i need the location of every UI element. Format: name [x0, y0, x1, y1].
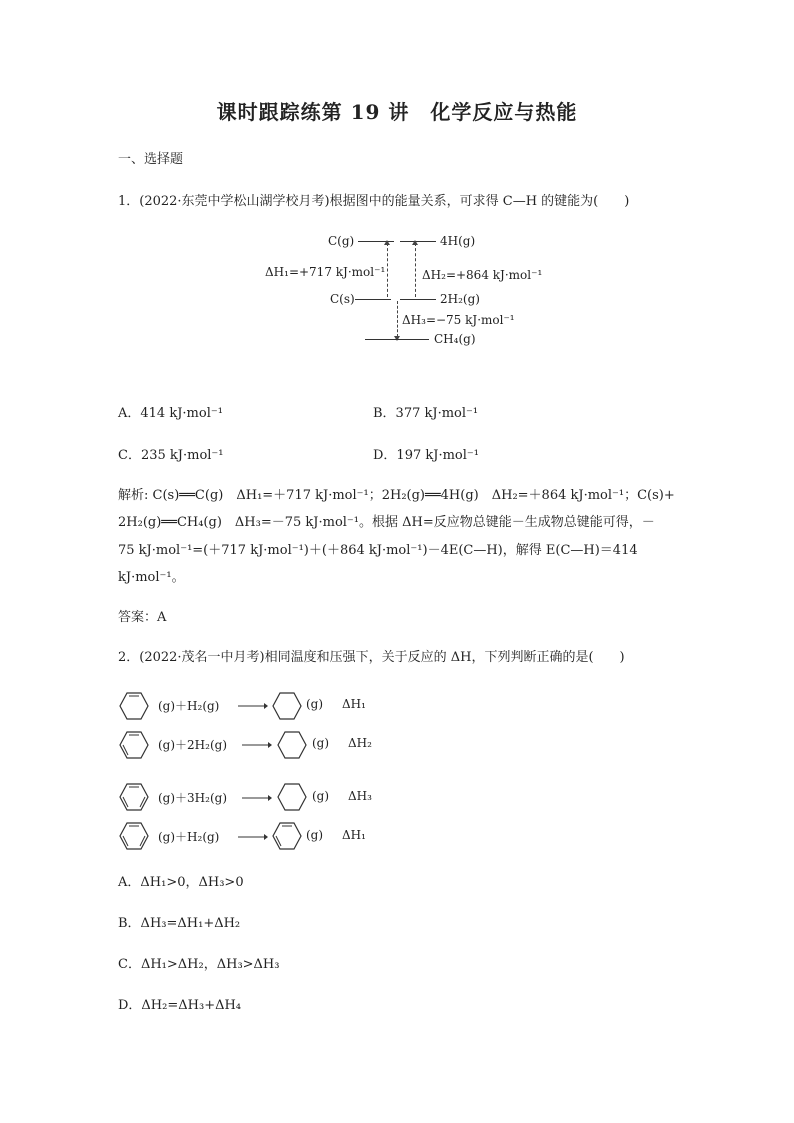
arrow-icon — [238, 701, 268, 711]
dh1-arrowhead — [384, 240, 390, 245]
dh1-arrow — [387, 243, 388, 297]
level-2h2g — [400, 299, 436, 300]
q1-answer: 答案：A — [118, 610, 167, 625]
cyclohexadiene-icon — [118, 730, 150, 760]
label-dh2: ΔH₂=+864 kJ·mol⁻¹ — [422, 268, 543, 282]
page-title: 课时跟踪练第 19 讲 化学反应与热能 — [216, 100, 578, 124]
q2-option-a: A．ΔH₁>0，ΔH₃>0 — [118, 875, 244, 890]
q1-option-c: C．235 kJ·mol⁻¹ — [118, 448, 224, 463]
label-dh1: ΔH₁=+717 kJ·mol⁻¹ — [265, 265, 386, 279]
level-cs — [355, 299, 391, 300]
level-ch4 — [365, 339, 429, 340]
q1-option-d: D．197 kJ·mol⁻¹ — [373, 448, 479, 463]
q1-analysis-line-4: kJ·mol⁻¹。 — [118, 570, 185, 585]
reaction-4-right: (g) — [306, 828, 324, 842]
energy-diagram — [250, 228, 550, 358]
cyclohexane-icon — [271, 691, 303, 721]
q2-stem: 2．(2022·茂名一中月考)相同温度和压强下，关于反应的 ΔH，下列判断正确的是( ) — [118, 650, 625, 665]
q2-option-c: C．ΔH₁>ΔH₂，ΔH₃>ΔH₃ — [118, 957, 280, 972]
label-cg: C(g) — [328, 234, 355, 248]
reaction-2-right: (g) — [312, 736, 330, 750]
label-2h2g: 2H₂(g) — [440, 292, 480, 306]
cyclohexene-icon — [118, 691, 150, 721]
benzene-icon — [118, 821, 150, 851]
label-4hg: 4H(g) — [440, 234, 476, 248]
reaction-2-left: (g)＋2H₂(g) — [158, 738, 228, 752]
dh3-arrow — [397, 301, 398, 337]
section-heading: 一、选择题 — [118, 152, 184, 167]
reaction-4-dh: ΔH₁ — [342, 828, 366, 842]
dh2-arrowhead — [412, 240, 418, 245]
q2-option-d: D．ΔH₂=ΔH₃+ΔH₄ — [118, 998, 242, 1013]
label-dh3: ΔH₃=−75 kJ·mol⁻¹ — [402, 313, 515, 327]
reaction-2-dh: ΔH₂ — [348, 736, 372, 750]
level-4hg — [400, 241, 436, 242]
arrow-icon — [238, 832, 268, 842]
reaction-4-left: (g)＋H₂(g) — [158, 830, 220, 844]
q1-stem: 1．(2022·东莞中学松山湖学校月考)根据图中的能量关系，可求得 C—H 的键能为( ) — [118, 194, 630, 209]
cyclohexane-icon — [276, 782, 308, 812]
reaction-1-right: (g) — [306, 697, 324, 711]
q1-analysis-line-3: 75 kJ·mol⁻¹=(＋717 kJ·mol⁻¹)＋(＋864 kJ·mol⁻¹)－4E(C—H)，解得 E(C—H)＝414 — [118, 543, 638, 558]
dh2-arrow — [415, 243, 416, 297]
reaction-3-right: (g) — [312, 789, 330, 803]
q1-option-a: A．414 kJ·mol⁻¹ — [118, 406, 223, 421]
cyclohexadiene-icon — [271, 821, 303, 851]
q1-analysis-line-1: 解析: C(s)══C(g) ΔH₁=＋717 kJ·mol⁻¹；2H₂(g)══4H(g) ΔH₂=＋864 kJ·mol⁻¹；C(s)+ — [118, 488, 675, 503]
arrow-icon — [242, 793, 272, 803]
reaction-3-dh: ΔH₃ — [348, 789, 372, 803]
reaction-1-dh: ΔH₁ — [342, 697, 366, 711]
label-cs: C(s) — [330, 292, 355, 306]
reaction-3-left: (g)＋3H₂(g) — [158, 791, 228, 805]
q2-option-b: B．ΔH₃=ΔH₁+ΔH₂ — [118, 916, 241, 931]
reaction-1-left: (g)＋H₂(g) — [158, 699, 220, 713]
cyclohexane-icon — [276, 730, 308, 760]
label-ch4: CH₄(g) — [434, 332, 476, 346]
benzene-icon — [118, 782, 150, 812]
q1-analysis-line-2: 2H₂(g)══CH₄(g) ΔH₃=－75 kJ·mol⁻¹。根据 ΔH=反应物总键能－生成物总键能可得，－ — [118, 515, 655, 530]
arrow-icon — [242, 740, 272, 750]
q1-option-b: B．377 kJ·mol⁻¹ — [373, 406, 479, 421]
